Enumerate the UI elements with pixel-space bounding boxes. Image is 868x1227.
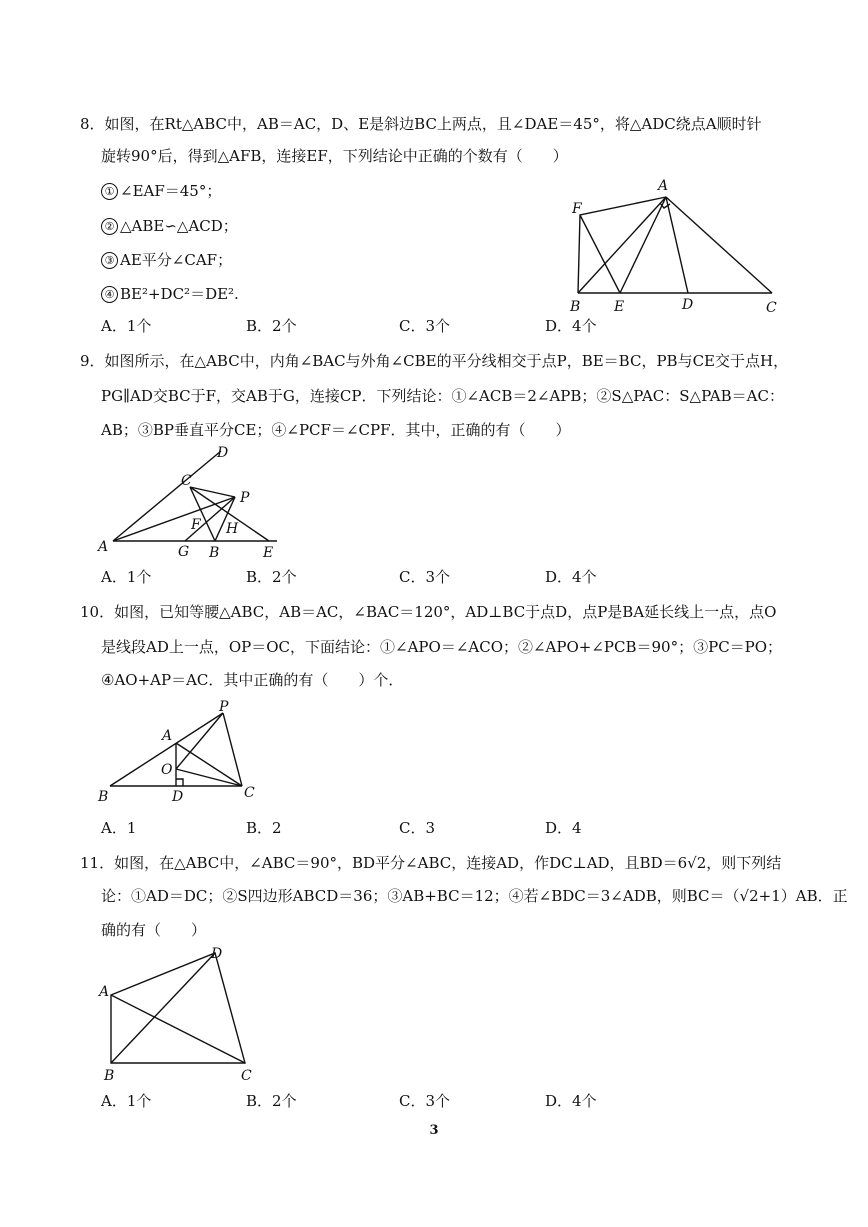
q9-label-a: A [98, 539, 109, 555]
q9-option-c[interactable]: C．3个 [399, 568, 451, 586]
q10-option-b[interactable]: B．2 [246, 819, 282, 837]
q8-label-d: D [682, 297, 694, 313]
q9-figure [95, 440, 295, 565]
q8-edge-AC [666, 197, 772, 293]
q8-claim-1-mark: ① [101, 183, 118, 200]
q8-claim-2-mark: ② [101, 218, 118, 235]
q10-label-d: D [172, 789, 184, 805]
q9-label-e: E [263, 545, 274, 561]
q8-edge-AB [578, 197, 666, 293]
q11-edge-AC [111, 995, 245, 1063]
q8-label-c: C [766, 300, 777, 316]
q10-label-a: A [162, 728, 173, 744]
page-number: 3 [429, 1123, 439, 1138]
q9-label-g: G [178, 544, 190, 560]
q9-option-d[interactable]: D．4个 [545, 568, 597, 586]
q10-label-o: O [161, 762, 173, 778]
q8-option-d[interactable]: D．4个 [545, 317, 597, 335]
q10-edge-OP [176, 713, 223, 769]
q8-edge-AD [666, 197, 688, 293]
q8-claim-1 [101, 181, 221, 201]
q9-option-a[interactable]: A．1个 [101, 568, 152, 586]
q10-option-c[interactable]: C．3 [399, 819, 436, 837]
q8-claim-2-text: △ABE∽△ACD； [120, 217, 238, 235]
q8-option-b[interactable]: B．2个 [246, 317, 297, 335]
q11-edge-BD [111, 953, 215, 1063]
q8-claim-2 [101, 216, 238, 236]
q9-line-1: 9．如图所示，在△ABC中，内角∠BAC与外角∠CBE的平分线相交于点P，BE＝BC，PB与CE交于点H， [80, 352, 789, 370]
q9-label-d: D [217, 445, 229, 461]
q8-label-f: F [572, 201, 582, 217]
q11-option-b[interactable]: B．2个 [246, 1092, 297, 1110]
q8-claim-3-mark: ③ [101, 252, 118, 269]
q10-line-2: 是线段AD上一点，OP＝OC，下面结论：①∠APO＝∠ACO；②∠APO+∠PCB＝90°；③PC＝PO； [101, 638, 783, 656]
q9-label-p: P [240, 490, 250, 506]
q10-right-angle [176, 779, 183, 786]
q11-label-a: A [99, 984, 110, 1000]
q10-line-3: ④AO+AP＝AC．其中正确的有（ ）个． [101, 671, 404, 689]
q11-label-c: C [241, 1068, 252, 1084]
q9-option-b[interactable]: B．2个 [246, 568, 297, 586]
q8-label-a: A [658, 178, 669, 194]
q11-label-d: D [211, 946, 223, 962]
q8-claim-4 [101, 284, 239, 304]
q8-figure [560, 175, 790, 320]
q11-label-b: B [104, 1068, 115, 1084]
q10-option-a[interactable]: A．1 [101, 819, 137, 837]
q8-label-e: E [614, 299, 625, 315]
q11-option-c[interactable]: C．3个 [399, 1092, 451, 1110]
q11-option-a[interactable]: A．1个 [101, 1092, 152, 1110]
q8-claim-1-text: ∠EAF＝45°； [120, 182, 222, 200]
q9-label-h: H [226, 521, 239, 537]
q10-line-1: 10．如图，已知等腰△ABC，AB＝AC，∠BAC＝120°，AD⊥BC于点D，点P是BA延长线上一点，点O [80, 603, 777, 621]
q10-figure [95, 695, 270, 810]
q10-edge-OC [176, 769, 242, 786]
q9-line-2: PG∥AD交BC于F，交AB于G，连接CP．下列结论：①∠ACB＝2∠APB；②S△PAC：S△PAB＝AC： [101, 387, 784, 405]
q11-line-1: 11．如图，在△ABC中，∠ABC＝90°，BD平分∠ABC，连接AD，作DC⊥AD，且BD＝6√2，则下列结 [80, 854, 782, 872]
q8-claim-3 [101, 250, 232, 270]
q11-line-3: 确的有（ ） [101, 921, 207, 939]
q11-figure [95, 945, 265, 1085]
q8-edge-AE [620, 197, 666, 293]
q8-label-b: B [570, 299, 581, 315]
q9-label-f: F [191, 517, 201, 533]
q9-line-3: AB；③BP垂直平分CE；④∠PCF＝∠CPF．其中，正确的有（ ） [101, 421, 571, 439]
q8-claim-4-text: BE²+DC²＝DE². [120, 285, 239, 303]
q9-edge-AP [113, 497, 235, 541]
q8-claim-3-text: AE平分∠CAF； [120, 251, 233, 269]
q8-option-a[interactable]: A．1个 [101, 317, 152, 335]
q10-label-c: C [244, 785, 255, 801]
q11-line-2: 论：①AD＝DC；②S四边形ABCD＝36；③AB+BC＝12；④若∠BDC＝3∠ADB，则BC＝（√2+1）AB．正 [101, 887, 848, 905]
q8-line-1: 8．如图，在Rt△ABC中，AB＝AC，D、E是斜边BC上两点，且∠DAE＝45°，将△ADC绕点A顺时针 [80, 115, 762, 133]
q8-line-2: 旋转90°后，得到△AFB，连接EF，下列结论中正确的个数有（ ） [101, 147, 568, 165]
q8-claim-4-mark: ④ [101, 286, 118, 303]
q10-label-b: B [98, 789, 109, 805]
q9-label-b: B [209, 545, 220, 561]
q11-option-d[interactable]: D．4个 [545, 1092, 597, 1110]
q8-option-c[interactable]: C．3个 [399, 317, 451, 335]
q10-label-p: P [219, 699, 229, 715]
q11-edge-ABCD [111, 953, 245, 1063]
q10-option-d[interactable]: D．4 [545, 819, 582, 837]
q9-label-c: C [181, 473, 192, 489]
q9-edge-AD [113, 451, 221, 541]
